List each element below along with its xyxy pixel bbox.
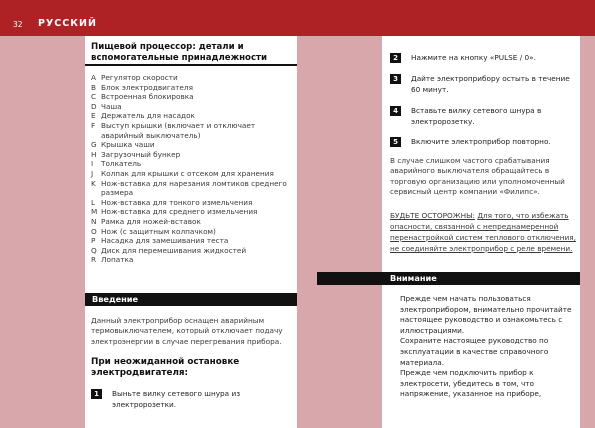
parts-list-item: H Загрузочный бункер: [91, 149, 181, 159]
step-item: [390, 52, 580, 63]
parts-list-item: N Рамка для ножей-вставок: [91, 216, 201, 226]
warning-paragraph: [390, 210, 580, 254]
attention-heading-bar: Внимание: [317, 272, 580, 285]
parts-list-item: I Толкатель: [91, 159, 142, 169]
left-margin-band: [0, 36, 85, 428]
parts-list-item: L Нож-вставка для тонкого измельчения: [91, 197, 253, 207]
step-text: Выньте вилку сетевого шнура из электророзетки.: [112, 389, 241, 409]
step-text: Включите электроприбор повторно.: [411, 137, 551, 146]
parts-list-item: K Нож-вставка для нарезания ломтиков среднего размера: [91, 178, 287, 198]
parts-list-item: Q Диск для перемешивания жидкостей: [91, 245, 247, 255]
step-number: 3: [390, 74, 401, 84]
step-text: Нажмите на кнопку «PULSE / 0».: [411, 53, 536, 62]
step-text: Дайте электроприбору остыть в течение 60 минут.: [411, 74, 570, 94]
motor-stop-title: При неожиданной остановке электродвигателя:: [91, 357, 240, 378]
language-title: РУССКИЙ: [38, 18, 97, 29]
parts-list-item: F Выступ крышки (включает и отключает аварийный выключатель): [91, 120, 256, 140]
parts-list-item: C Встроенная блокировка: [91, 92, 194, 102]
step-number: 2: [390, 53, 401, 63]
page-header: [0, 0, 595, 36]
parts-list-item: R Лопатка: [91, 255, 134, 265]
middle-band: [297, 36, 382, 428]
attention-item: Прежде чем начать пользоваться электроприбором, внимательно прочитайте настоящее руководство и ознакомьтесь с иллюстрациями.: [400, 294, 572, 335]
warning-label: БУДЬТЕ ОСТОРОЖНЫ:: [390, 211, 475, 220]
parts-list-item: E Держатель для насадок: [91, 111, 195, 121]
title-rule: [85, 64, 297, 66]
parts-list-item: A Регулятор скорости: [91, 73, 178, 82]
right-margin-band: [580, 36, 595, 428]
step-text: Вставьте вилку сетевого шнура в электророзетку.: [411, 106, 542, 126]
step-number: 5: [390, 137, 401, 147]
parts-list-item: P Насадка для замешивания теста: [91, 236, 229, 246]
intro-paragraph: Данный электроприбор оснащен аварийным термовыключателем, который отключает подачу электроэнергии в случае перегревания прибора.: [91, 316, 283, 346]
step-number: 1: [91, 389, 102, 399]
step-number: 4: [390, 106, 401, 116]
step-item: [390, 105, 580, 127]
parts-list-item: G Крышка чаши: [91, 140, 155, 150]
parts-list-item: D Чаша: [91, 101, 122, 111]
attention-list: [400, 294, 582, 400]
step-item: [390, 136, 580, 147]
intro-heading-bar: Введение: [85, 293, 297, 306]
parts-list-item: B Блок электродвигателя: [91, 82, 193, 92]
step-item: [91, 388, 291, 410]
frequent-trip-paragraph: В случае слишком частого срабатывания аварийного выключателя обращайтесь в торговую организацию или уполномоченный сервисный центр компании «Филипс».: [390, 156, 565, 196]
parts-list-item: O Нож (с защитным колпачком): [91, 226, 216, 236]
parts-list-item: M Нож-вставка для среднего измельчения: [91, 207, 258, 217]
attention-item: Сохраните настоящее руководство по эксплуатации в качестве справочного материала.: [400, 336, 549, 367]
warning-text: Для того, что избежать опасности, связанной с непреднамеренной перенастройкой систем теплового отключения, не соединяйте электроприбор с реле времени.: [390, 211, 576, 253]
parts-list: [91, 73, 291, 265]
parts-list-item: J Колпак для крышки с отсеком для хранения: [91, 168, 274, 178]
step-item: [390, 73, 580, 95]
attention-item: Прежде чем подключить прибор к электросети, убедитесь в том, что напряжение, указанное на приборе,: [400, 368, 542, 399]
page-number: 32: [13, 20, 23, 29]
parts-section-title: Пищевой процессор: детали и вспомогательные принадлежности: [91, 42, 268, 63]
